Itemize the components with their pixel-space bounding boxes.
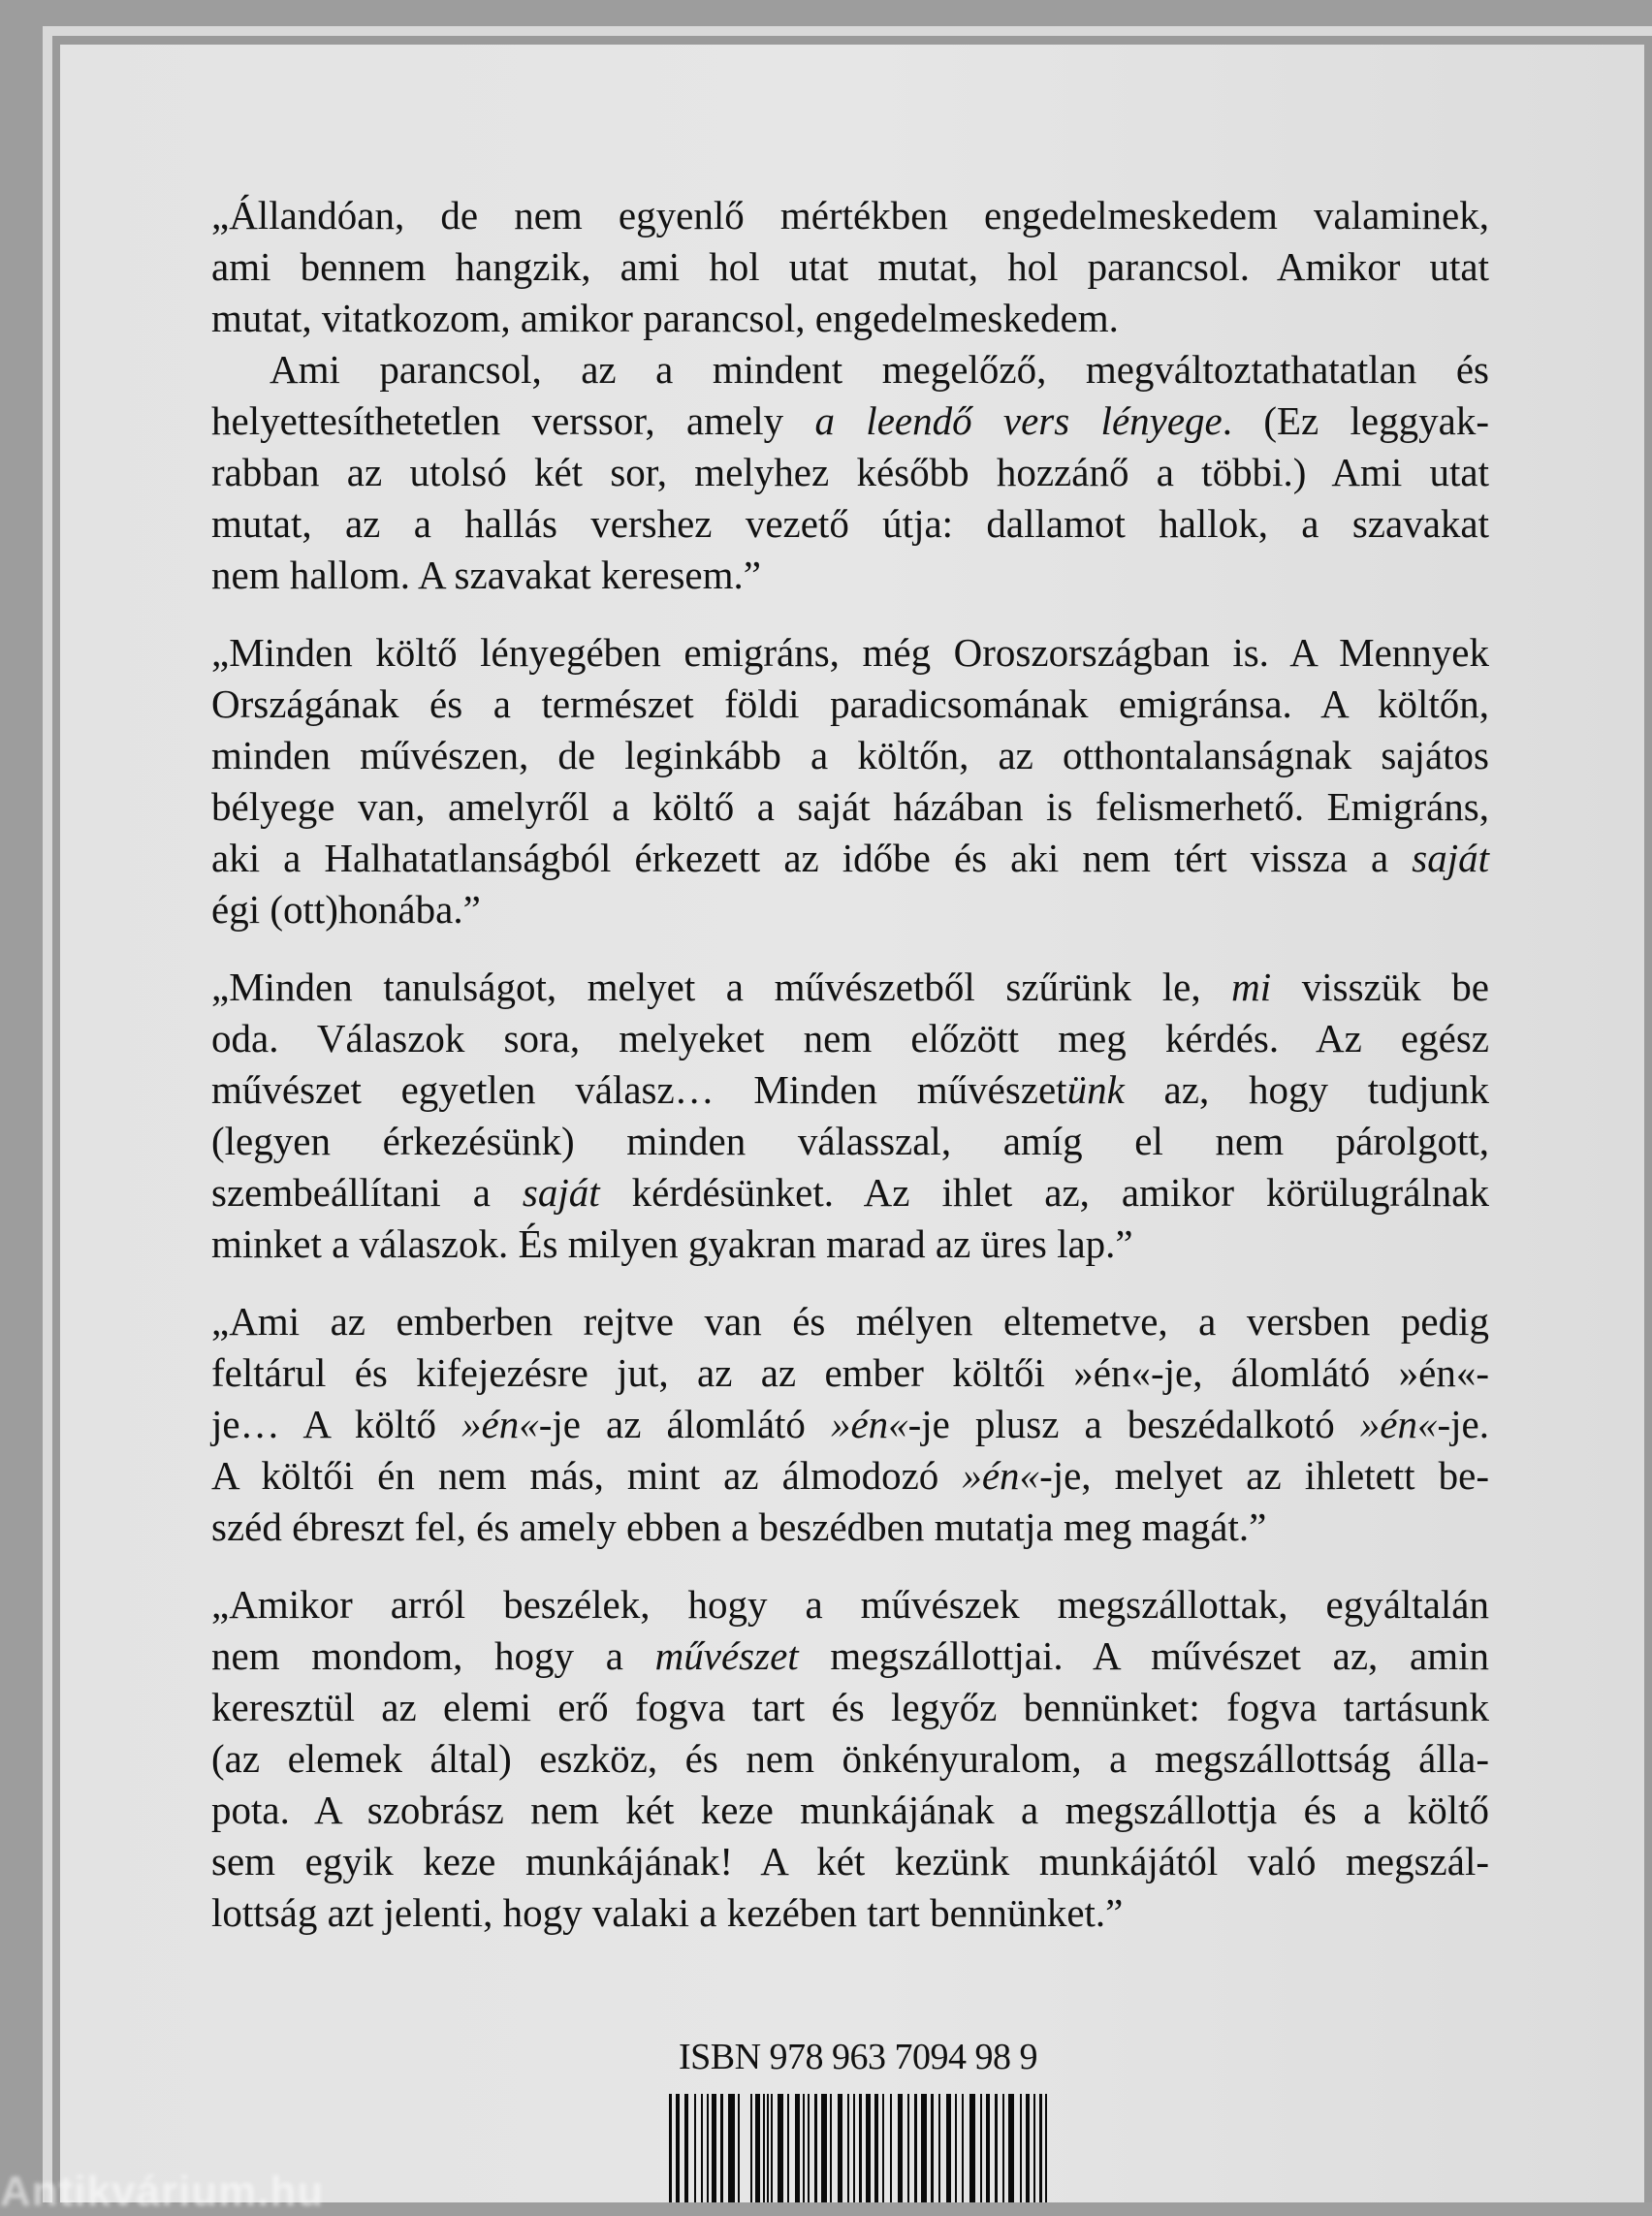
barcode-bar [853,2094,855,2202]
barcode-bar [938,2094,940,2202]
italic-text: a leendő vers lényege [814,398,1223,443]
text-line [211,1219,1489,1270]
text-line [211,1502,1489,1553]
text-segment: Ami parancsol, az a mindent megelőző, megváltoztathatatlan és [270,347,1489,392]
barcode-bar [866,2094,871,2202]
barcode-bar [1033,2094,1035,2202]
text-segment: „Minden költő lényegében emigráns, még Oroszországban is. A Mennyek [211,630,1489,675]
text-line [211,730,1489,781]
text-segment: pota. A szobrász nem két keze munkájának a megszállottja és a költő [211,1788,1489,1832]
barcode-bar [712,2094,716,2202]
barcode-bar [763,2094,765,2202]
text-segment: „Állandóan, de nem egyenlő mértékben engedelmeskedem valaminek, [211,193,1489,237]
barcode-bar [738,2094,740,2202]
barcode-bar [882,2094,884,2202]
text-segment: nem hallom. A szavakat keresem.” [211,553,761,597]
text-line [211,1296,1489,1347]
barcode-bar [1002,2094,1004,2202]
text-segment: kérdésünket. Az ihlet az, amikor körülugrálnak [599,1170,1489,1215]
barcode-bar [821,2094,827,2202]
barcode-bar [890,2094,892,2202]
barcode-bar [931,2094,934,2202]
text-segment: oda. Válaszok sora, melyeket nem előzött meg kérdés. Az egész [211,1016,1489,1061]
text-line [211,1116,1489,1167]
italic-text: mi [1231,965,1272,1009]
text-line [211,1399,1489,1450]
barcode-bar [986,2094,990,2202]
text-segment: je… A költő [211,1402,462,1446]
text-segment: -je. [1437,1402,1489,1446]
italic-text: »én« [962,1453,1040,1498]
barcode-bar [955,2094,957,2202]
text-segment: -je plusz a beszédalkotó [907,1402,1360,1446]
text-line [211,241,1489,293]
text-line [211,1167,1489,1219]
barcode-bar [980,2094,982,2202]
isbn-label: ISBN 978 963 7094 98 9 [678,2037,1038,2077]
text-line [211,1785,1489,1836]
text-segment: mutat, az a hallás vershez vezető útja: dallamot hallok, a szavakat [211,501,1489,546]
barcode-bar [969,2094,975,2202]
text-line [211,344,1489,396]
barcode-bar [767,2094,769,2202]
text-segment: lottság azt jelenti, hogy valaki a kezében tart bennünket.” [211,1890,1124,1935]
text-line [211,1013,1489,1064]
text-segment: az, hogy tudjunk [1124,1067,1489,1112]
barcode-bar [720,2094,723,2202]
barcode-bar [728,2094,735,2202]
text-segment: ami bennem hangzik, ami hol utat mutat, hol parancsol. Amikor utat [211,244,1489,289]
quote-paragraph [211,627,1489,935]
italic-text: művészet [654,1633,799,1678]
barcode-bar [669,2094,672,2202]
text-line [211,627,1489,679]
text-line [211,962,1489,1013]
text-segment: „Minden tanulságot, melyet a művészetből szűrünk le, [211,965,1232,1009]
text-line [211,1579,1489,1630]
text-segment: (legyen érkezésünk) minden válasszal, amíg el nem párolgott, [211,1119,1489,1163]
text-line [211,833,1489,884]
barcode-bar [808,2094,810,2202]
text-segment: Országának és a természet földi paradicsomának emigránsa. A költőn, [211,681,1489,726]
barcode-bar [787,2094,789,2202]
barcode-bar [676,2094,680,2202]
text-segment: széd ébreszt fel, és amely ebben a beszédben mutatja meg magát.” [211,1504,1267,1549]
barcode-bar [1039,2094,1042,2202]
text-line [211,884,1489,935]
text-line [211,1836,1489,1887]
barcode-bar [859,2094,862,2202]
barcode-bar [907,2094,909,2202]
barcode-bar [795,2094,800,2202]
barcode-bar [701,2094,703,2202]
text-line [211,498,1489,550]
text-segment: szembeállítani a [211,1170,523,1215]
text-line [211,550,1489,601]
text-line [211,781,1489,833]
text-line [211,1630,1489,1682]
barcode-bar [1020,2094,1022,2202]
italic-text: saját [1412,836,1489,880]
text-segment: A költői én nem más, mint az álmodozó [211,1453,963,1498]
text-segment: -je, melyet az ihletett be- [1039,1453,1489,1498]
text-segment: művészet egyetlen válasz… Minden művészet [211,1067,1067,1112]
quote-paragraph [211,190,1489,601]
text-line [211,447,1489,498]
text-segment: minket a válaszok. És milyen gyakran marad az üres lap.” [211,1221,1133,1266]
text-line [211,1450,1489,1502]
text-segment: feltárul és kifejezésre jut, az az ember költői »én«-je, álomlátó »én«- [211,1350,1489,1395]
text-segment: aki a Halhatatlanságból érkezett az időbe és aki nem tért vissza a [211,836,1413,880]
barcode-bar [921,2094,927,2202]
barcode-bar [694,2094,696,2202]
barcode-bar [838,2094,842,2202]
quote-paragraph [211,962,1489,1270]
barcode-bar [995,2094,998,2202]
text-segment: rabban az utolsó két sor, melyhez később hozzánő a többi.) Ami utat [211,450,1489,494]
text-line [211,1887,1489,1939]
barcode-bar [814,2094,817,2202]
barcode-bar [898,2094,903,2202]
text-line [211,293,1489,344]
barcode-bar [778,2094,783,2202]
text-segment: keresztül az elemi erő fogva tart és legyőz bennünket: fogva tartásunk [211,1685,1489,1729]
quotes-text-block [211,190,1489,1965]
text-segment: „Amikor arról beszélek, hogy a művészek megszállottak, egyáltalán [211,1582,1489,1627]
barcode-bar [684,2094,688,2202]
text-segment: sem egyik keze munkájának! A két kezünk munkájától való megszál- [211,1839,1489,1884]
text-line [211,1064,1489,1116]
barcode-bar [1045,2094,1047,2202]
barcode-bar [962,2094,964,2202]
barcode-bar [914,2094,917,2202]
text-line [211,1733,1489,1785]
barcode-bar [771,2094,773,2202]
barcode-bar [874,2094,878,2202]
barcode-bar [847,2094,849,2202]
text-segment: . (Ez leggyak- [1222,398,1489,443]
text-segment: visszük be [1271,965,1489,1009]
italic-text: saját [522,1170,600,1215]
quote-paragraph [211,1579,1489,1939]
text-segment: minden művészen, de leginkább a költőn, az otthontalanságnak sajátos [211,733,1489,777]
watermark: Antikvárium.hu [0,2168,325,2215]
text-segment: megszállottjai. A művészet az, amin [798,1633,1489,1678]
text-segment: -je az álomlátó [538,1402,831,1446]
text-segment: (az elemek által) eszköz, és nem önkényuralom, a megszállottság álla- [211,1736,1489,1781]
barcode-bar [707,2094,709,2202]
italic-text: »én« [461,1402,539,1446]
barcode-bar [830,2094,832,2202]
barcode [669,2094,1047,2202]
text-line [211,396,1489,447]
barcode-bar [946,2094,951,2202]
text-segment: mutat, vitatkozom, amikor parancsol, engedelmeskedem. [211,296,1119,340]
text-segment: helyettesíthetetlen verssor, amely [211,398,815,443]
italic-text: ünk [1066,1067,1125,1112]
text-segment: égi (ott)honába.” [211,887,481,932]
italic-text: »én« [1359,1402,1438,1446]
barcode-bar [803,2094,805,2202]
text-segment: bélyege van, amelyről a költő a saját házában is felismerhető. Emigráns, [211,784,1489,829]
text-line [211,190,1489,241]
text-segment: nem mondom, hogy a [211,1633,655,1678]
barcode-bar [1026,2094,1030,2202]
text-line [211,1347,1489,1399]
text-line [211,1682,1489,1733]
text-line [211,679,1489,730]
barcode-bar [755,2094,760,2202]
barcode-bar [1008,2094,1014,2202]
barcode-bar [750,2094,752,2202]
quote-paragraph [211,1296,1489,1553]
italic-text: »én« [830,1402,908,1446]
text-segment: „Ami az emberben rejtve van és mélyen eltemetve, a versben pedig [211,1299,1489,1344]
